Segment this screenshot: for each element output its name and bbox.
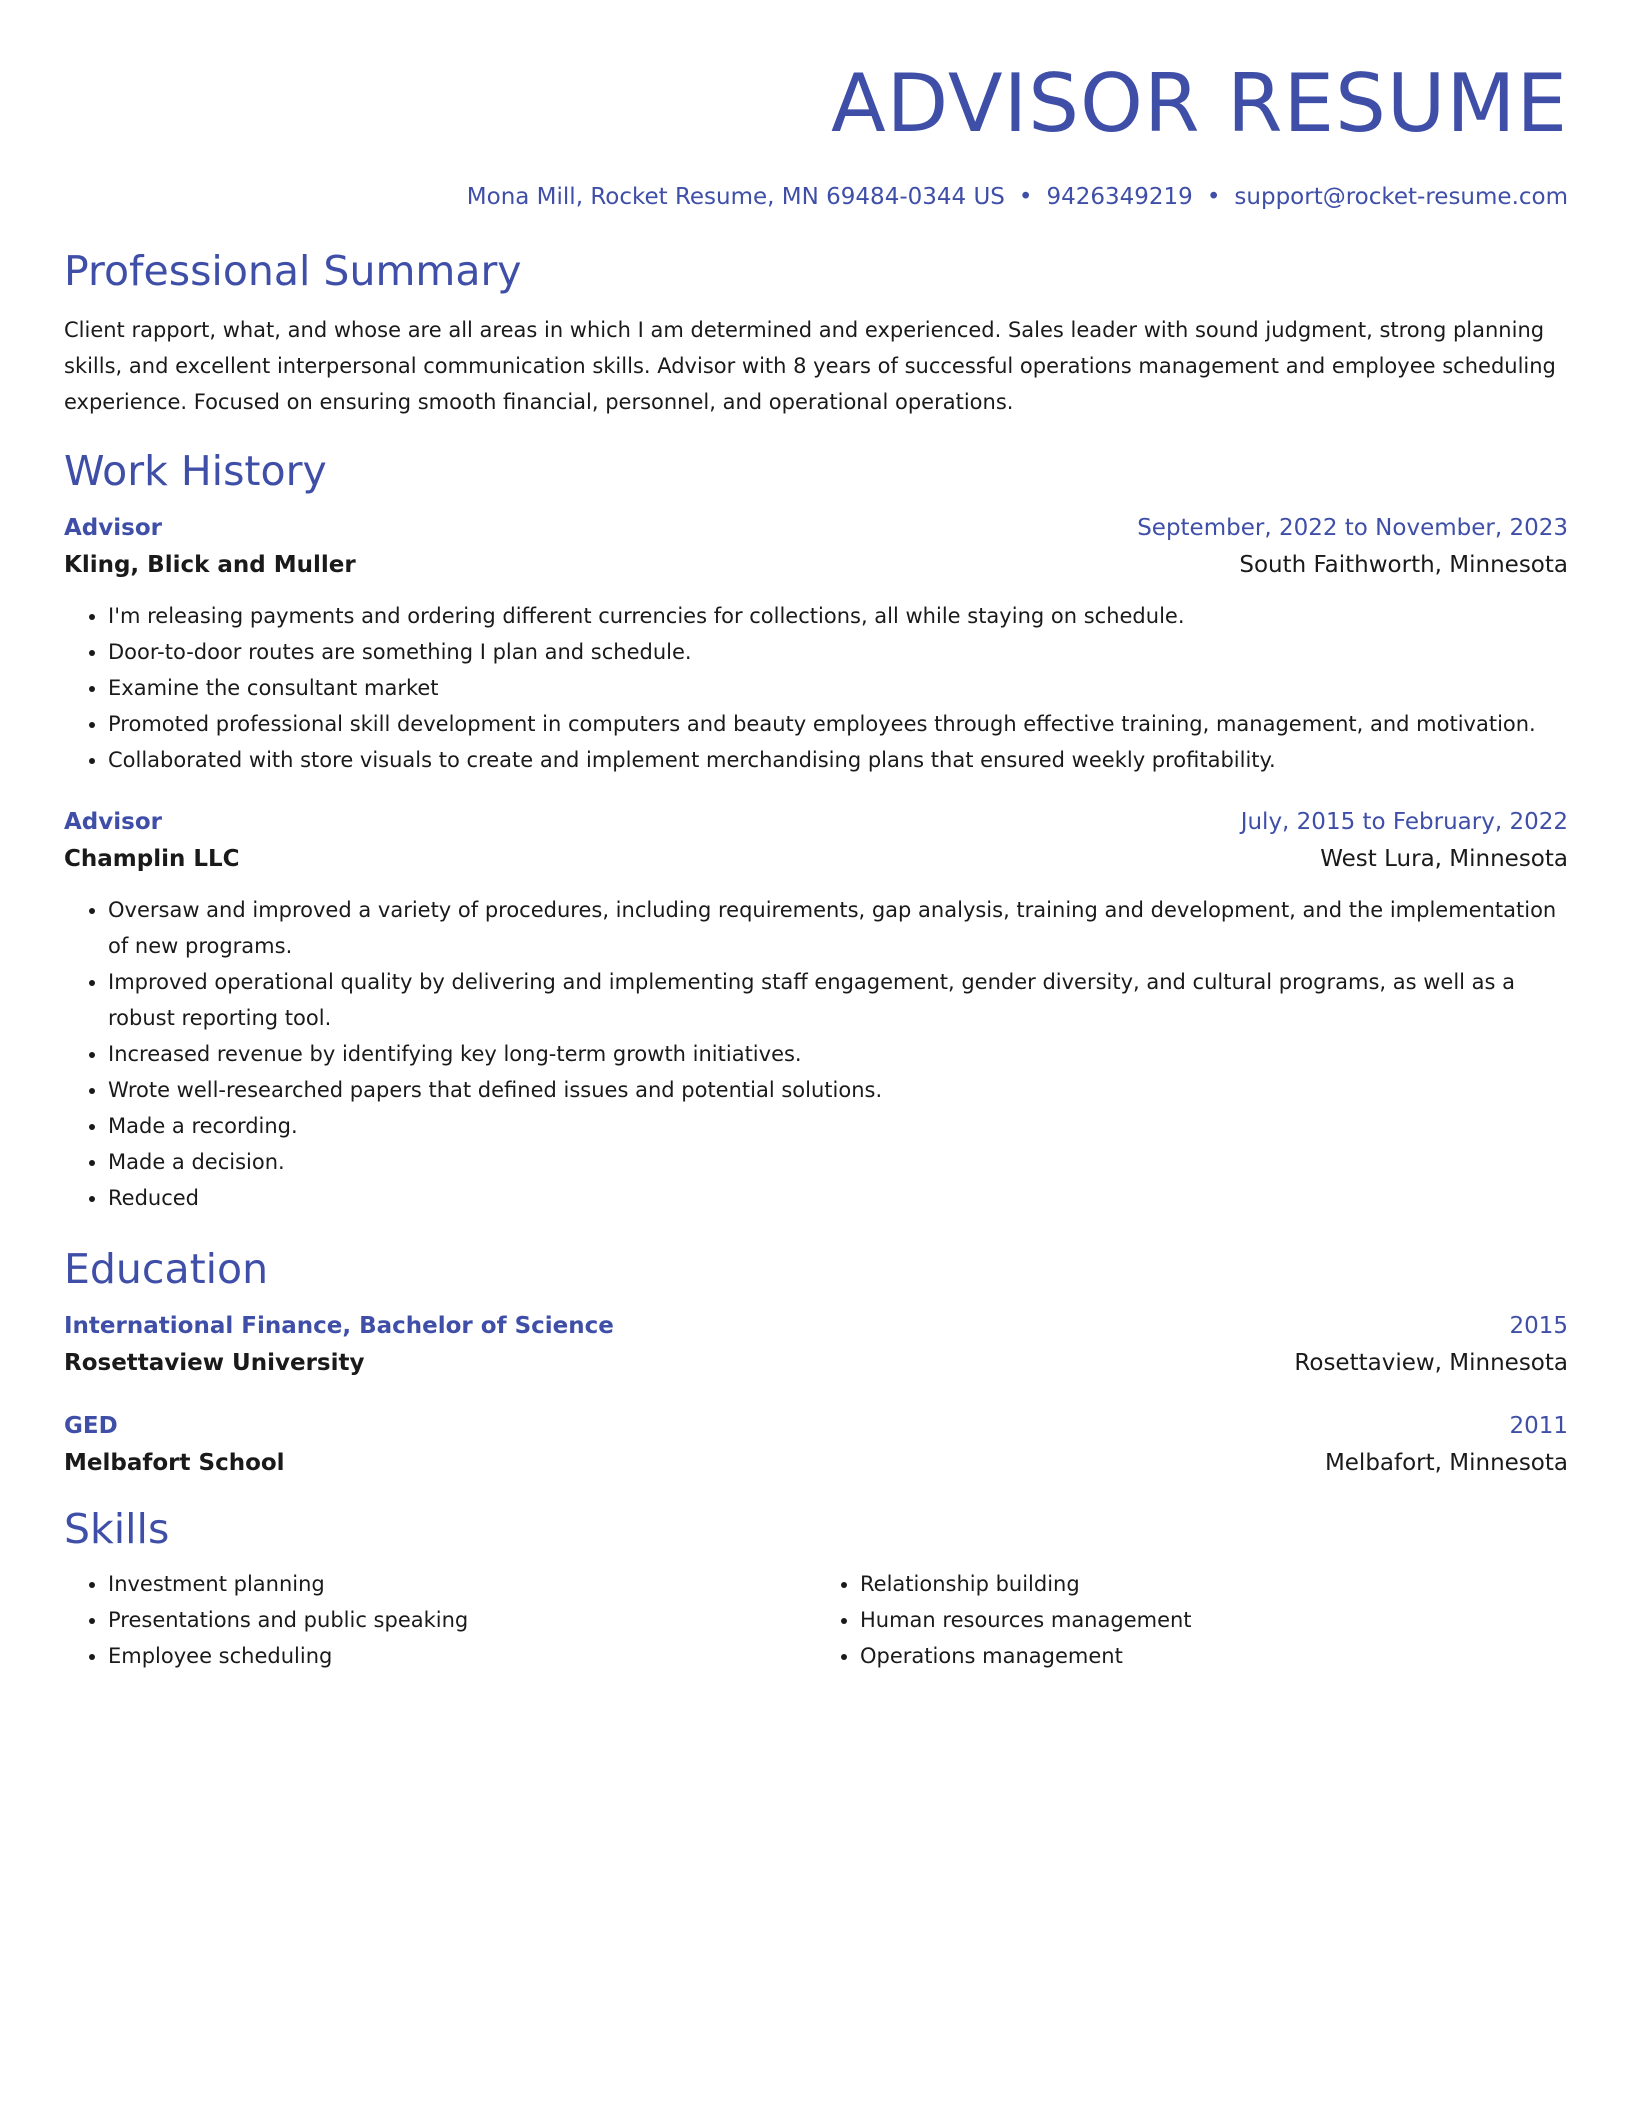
job-bullet: • Door-to-door routes are something I plan and schedule. [108,634,1568,670]
job-bullet: • Increased revenue by identifying key long-term growth initiatives. [108,1036,1568,1072]
education-year: 2015 [1509,1313,1568,1339]
education-heading: Education [64,1245,269,1293]
education-school: Melbafort School [64,1450,285,1476]
skill-item: • Presentations and public speaking [108,1602,816,1638]
contact-separator: • [1206,184,1221,210]
job-location: South Faithworth, Minnesota [1239,552,1568,578]
education-entry [64,1408,1568,1482]
contact-email[interactable]: support@rocket-resume.com [1234,184,1568,210]
education-location: Melbafort, Minnesota [1324,1450,1568,1476]
job-entry [64,510,1568,778]
skill-item: • Investment planning [108,1566,816,1602]
skills-list [64,1566,1568,1674]
summary-text: Client rapport, what, and whose are all areas in which I am determined and experienced. Sales leader with sound judgment, strong planning skills, and excellent interpersonal communication skills. Advisor with 8 years of successful operations management and employee scheduling experience. Focused on ensuring smooth financial, personnel, and operational operations. [64,318,1556,414]
summary-heading: Professional Summary [64,247,522,295]
work-history-heading: Work History [64,447,327,495]
job-dates: September, 2022 to November, 2023 [1137,515,1568,541]
education-school: Rosettaview University [64,1350,365,1376]
education-location: Rosettaview, Minnesota [1294,1350,1568,1376]
job-location: West Lura, Minnesota [1320,846,1568,872]
job-bullet: • Improved operational quality by delivering and implementing staff engagement, gender diversity, and cultural programs, as well as a robust reporting tool. [108,964,1568,1036]
job-bullet: • Collaborated with store visuals to create and implement merchandising plans that ensured weekly profitability. [108,742,1568,778]
skills-column-left [64,1566,816,1674]
job-company: Champlin LLC [64,846,240,872]
education-degree: International Finance, Bachelor of Science [64,1313,614,1339]
job-title: Advisor [64,515,162,541]
contact-separator: • [1018,184,1033,210]
job-company: Kling, Blick and Muller [64,552,356,578]
job-bullet: • Promoted professional skill development in computers and beauty employees through effective training, management, and motivation. [108,706,1568,742]
job-bullet: • Oversaw and improved a variety of procedures, including requirements, gap analysis, training and development, and the implementation of new programs. [108,892,1568,964]
job-bullets [64,892,1568,1216]
job-bullet: • Examine the consultant market [108,670,1568,706]
skill-item: • Employee scheduling [108,1638,816,1674]
skill-item: • Operations management [860,1638,1568,1674]
skills-column-right [816,1566,1568,1674]
education-degree: GED [64,1413,118,1439]
education-entry [64,1308,1568,1382]
job-title: Advisor [64,809,162,835]
skills-heading: Skills [64,1505,170,1553]
job-dates: July, 2015 to February, 2022 [1240,809,1568,835]
contact-phone: 9426349219 [1046,184,1193,210]
job-bullet: • Reduced [108,1180,1568,1216]
job-bullets [64,598,1568,778]
job-bullet: • Made a recording. [108,1108,1568,1144]
skill-item: • Human resources management [860,1602,1568,1638]
education-year: 2011 [1509,1413,1568,1439]
contact-info [64,182,1568,212]
skill-item: • Relationship building [860,1566,1568,1602]
job-bullet: • I'm releasing payments and ordering different currencies for collections, all while staying on schedule. [108,598,1568,634]
job-bullet: • Wrote well-researched papers that defined issues and potential solutions. [108,1072,1568,1108]
contact-address: Mona Mill, Rocket Resume, MN 69484-0344 US [466,184,1005,210]
job-bullet: • Made a decision. [108,1144,1568,1180]
resume-title: ADVISOR RESUME [830,57,1568,150]
job-entry [64,804,1568,1216]
